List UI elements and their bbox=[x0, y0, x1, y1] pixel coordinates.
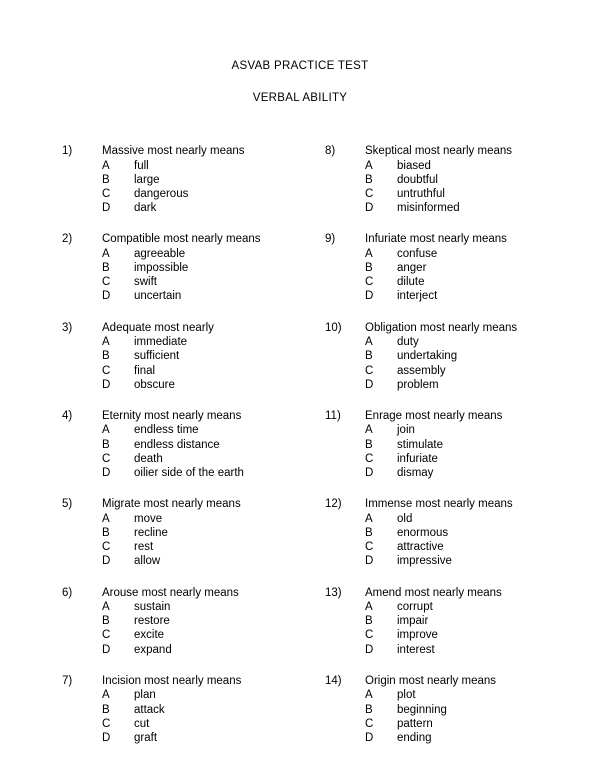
answer-choice[interactable] bbox=[365, 364, 560, 378]
answer-choice[interactable] bbox=[102, 159, 311, 173]
answer-choice[interactable] bbox=[102, 289, 311, 303]
choice-text: endless distance bbox=[134, 438, 220, 451]
choice-letter: A bbox=[365, 601, 373, 614]
answer-choice[interactable] bbox=[102, 201, 311, 215]
choice-text: old bbox=[397, 512, 413, 525]
answer-choice[interactable] bbox=[365, 349, 560, 363]
answer-choice[interactable] bbox=[102, 540, 311, 554]
choice-letter: B bbox=[365, 262, 373, 275]
question-item bbox=[325, 497, 560, 568]
question-body bbox=[102, 586, 311, 657]
question-item bbox=[325, 144, 560, 215]
question-number: 3) bbox=[62, 321, 73, 334]
choice-letter: C bbox=[102, 452, 111, 465]
question-body bbox=[365, 144, 560, 215]
choice-text: restore bbox=[134, 615, 170, 628]
question-number: 12) bbox=[325, 498, 342, 511]
question-stem: Amend most nearly means bbox=[365, 586, 502, 599]
answer-choice[interactable] bbox=[365, 261, 560, 275]
choice-letter: B bbox=[365, 615, 373, 628]
question-stem: Arouse most nearly means bbox=[102, 586, 239, 599]
choice-text: dark bbox=[134, 202, 157, 215]
choice-text: join bbox=[397, 424, 415, 437]
choice-letter: C bbox=[365, 276, 374, 289]
choice-text: attack bbox=[134, 703, 165, 716]
question-body bbox=[365, 409, 560, 480]
choice-text: problem bbox=[397, 378, 439, 391]
question-item bbox=[325, 586, 560, 657]
choice-letter: D bbox=[102, 378, 111, 391]
answer-choice[interactable] bbox=[102, 349, 311, 363]
question-number: 11) bbox=[325, 409, 341, 422]
choice-text: allow bbox=[134, 555, 161, 568]
answer-choice[interactable] bbox=[102, 614, 311, 628]
page-title: ASVAB PRACTICE TEST bbox=[231, 60, 369, 72]
answer-choice[interactable] bbox=[365, 452, 560, 466]
choice-letter: D bbox=[102, 467, 111, 480]
choice-text: assembly bbox=[397, 364, 446, 377]
choice-text: pattern bbox=[397, 717, 433, 730]
question-stem: Migrate most nearly means bbox=[102, 498, 241, 511]
choice-text: dilute bbox=[397, 276, 425, 289]
choice-letter: A bbox=[102, 689, 110, 702]
answer-choice[interactable] bbox=[102, 526, 311, 540]
answer-choice[interactable] bbox=[365, 628, 560, 642]
question-number: 14) bbox=[325, 674, 342, 687]
choice-letter: A bbox=[365, 424, 373, 437]
question-number: 9) bbox=[325, 233, 336, 246]
choice-text: dangerous bbox=[134, 187, 189, 200]
choice-letter: C bbox=[365, 717, 374, 730]
choice-text: biased bbox=[397, 159, 431, 172]
answer-choice[interactable] bbox=[365, 731, 560, 745]
choice-text: doubtful bbox=[397, 173, 438, 186]
choice-letter: B bbox=[102, 615, 110, 628]
answer-choice[interactable] bbox=[365, 159, 560, 173]
question-item bbox=[325, 321, 560, 392]
question-number: 6) bbox=[62, 586, 73, 599]
answer-choice[interactable] bbox=[365, 289, 560, 303]
answer-choice[interactable] bbox=[365, 247, 560, 261]
question-body bbox=[365, 232, 560, 303]
question-stem: Infuriate most nearly means bbox=[365, 233, 507, 246]
answer-choice[interactable] bbox=[102, 688, 311, 702]
question-number: 2) bbox=[62, 233, 73, 246]
choice-text: agreeable bbox=[134, 247, 186, 260]
question-number: 5) bbox=[62, 498, 73, 511]
choice-letter: C bbox=[365, 452, 374, 465]
answer-choice[interactable] bbox=[365, 512, 560, 526]
question-item bbox=[62, 409, 311, 480]
answer-choice[interactable] bbox=[365, 201, 560, 215]
choice-text: enormous bbox=[397, 526, 449, 539]
choice-text: corrupt bbox=[397, 601, 433, 614]
questions-columns bbox=[40, 144, 560, 762]
choice-letter: B bbox=[365, 703, 373, 716]
question-body bbox=[102, 497, 311, 568]
choice-letter: C bbox=[102, 187, 111, 200]
questions-column-right bbox=[311, 144, 560, 762]
question-body bbox=[365, 497, 560, 568]
choice-text: full bbox=[134, 159, 149, 172]
choice-letter: A bbox=[102, 336, 110, 349]
question-item bbox=[62, 321, 311, 392]
choice-text: untruthful bbox=[397, 187, 445, 200]
choice-letter: A bbox=[102, 512, 110, 525]
answer-choice[interactable] bbox=[102, 261, 311, 275]
question-number: 4) bbox=[62, 409, 73, 422]
choice-text: impressive bbox=[397, 555, 452, 568]
choice-text: anger bbox=[397, 262, 427, 275]
question-stem: Origin most nearly means bbox=[365, 674, 497, 687]
choice-text: death bbox=[134, 452, 163, 465]
answer-choice[interactable] bbox=[365, 600, 560, 614]
choice-letter: B bbox=[365, 526, 373, 539]
answer-choice[interactable] bbox=[365, 378, 560, 392]
choice-letter: C bbox=[102, 629, 111, 642]
choice-text: recline bbox=[134, 526, 168, 539]
answer-choice[interactable] bbox=[102, 335, 311, 349]
question-body bbox=[365, 321, 560, 392]
choice-text: uncertain bbox=[134, 290, 182, 303]
question-number: 7) bbox=[62, 674, 73, 687]
answer-choice[interactable] bbox=[365, 643, 560, 657]
question-stem: Incision most nearly means bbox=[102, 674, 242, 687]
answer-choice[interactable] bbox=[365, 187, 560, 201]
choice-letter: B bbox=[102, 438, 110, 451]
choice-text: obscure bbox=[134, 378, 175, 391]
question-stem: Adequate most nearly bbox=[102, 321, 214, 334]
choice-letter: C bbox=[102, 541, 111, 554]
answer-choice[interactable] bbox=[102, 187, 311, 201]
choice-text: infuriate bbox=[397, 452, 438, 465]
choice-letter: A bbox=[365, 689, 373, 702]
choice-text: stimulate bbox=[397, 438, 444, 451]
choice-letter: A bbox=[102, 247, 110, 260]
choice-letter: D bbox=[102, 290, 111, 303]
answer-choice[interactable] bbox=[365, 423, 560, 437]
choice-letter: D bbox=[365, 202, 374, 215]
question-item bbox=[62, 232, 311, 303]
answer-choice[interactable] bbox=[102, 731, 311, 745]
answer-choice[interactable] bbox=[365, 703, 560, 717]
answer-choice[interactable] bbox=[102, 378, 311, 392]
choice-text: impossible bbox=[134, 262, 189, 275]
question-item bbox=[62, 674, 311, 745]
choice-text: large bbox=[134, 173, 160, 186]
choice-letter: B bbox=[102, 703, 110, 716]
question-item bbox=[62, 144, 311, 215]
question-body bbox=[102, 144, 311, 215]
choice-text: ending bbox=[397, 731, 432, 744]
question-item bbox=[62, 497, 311, 568]
choice-letter: D bbox=[365, 378, 374, 391]
choice-letter: C bbox=[365, 629, 374, 642]
choice-letter: B bbox=[102, 350, 110, 363]
question-stem: Compatible most nearly means bbox=[102, 233, 261, 246]
question-stem: Obligation most nearly means bbox=[365, 321, 518, 334]
answer-choice[interactable] bbox=[365, 554, 560, 568]
answer-choice[interactable] bbox=[365, 540, 560, 554]
question-stem: Enrage most nearly means bbox=[365, 409, 503, 422]
answer-choice[interactable] bbox=[102, 600, 311, 614]
choice-letter: A bbox=[102, 159, 110, 172]
choice-letter: D bbox=[365, 555, 374, 568]
answer-choice[interactable] bbox=[365, 275, 560, 289]
choice-text: swift bbox=[134, 276, 157, 289]
choice-letter: D bbox=[102, 731, 111, 744]
question-body bbox=[102, 321, 311, 392]
choice-text: immediate bbox=[134, 336, 188, 349]
choice-text: impair bbox=[397, 615, 429, 628]
choice-letter: B bbox=[365, 438, 373, 451]
choice-text: confuse bbox=[397, 247, 438, 260]
question-body bbox=[102, 409, 311, 480]
choice-letter: C bbox=[102, 364, 111, 377]
choice-letter: D bbox=[365, 467, 374, 480]
choice-letter: B bbox=[365, 173, 373, 186]
answer-choice[interactable] bbox=[102, 275, 311, 289]
choice-text: excite bbox=[134, 629, 165, 642]
question-number: 8) bbox=[325, 145, 336, 157]
choice-letter: D bbox=[102, 555, 111, 568]
choice-letter: A bbox=[102, 424, 110, 437]
answer-choice[interactable] bbox=[365, 717, 560, 731]
answer-choice[interactable] bbox=[365, 688, 560, 702]
choice-letter: D bbox=[365, 731, 374, 744]
choice-letter: D bbox=[365, 290, 374, 303]
answer-choice[interactable] bbox=[365, 335, 560, 349]
answer-choice[interactable] bbox=[102, 643, 311, 657]
question-body bbox=[365, 674, 560, 745]
answer-choice[interactable] bbox=[102, 438, 311, 452]
choice-text: interest bbox=[397, 643, 435, 656]
choice-letter: C bbox=[365, 364, 374, 377]
choice-text: improve bbox=[397, 629, 438, 642]
choice-text: plot bbox=[397, 689, 416, 702]
choice-text: plan bbox=[134, 689, 156, 702]
answer-choice[interactable] bbox=[365, 466, 560, 480]
question-body bbox=[102, 232, 311, 303]
question-stem: Eternity most nearly means bbox=[102, 409, 242, 422]
choice-text: interject bbox=[397, 290, 438, 303]
choice-letter: C bbox=[365, 187, 374, 200]
answer-choice[interactable] bbox=[102, 466, 311, 480]
choice-text: dismay bbox=[397, 467, 434, 480]
choice-text: oilier side of the earth bbox=[134, 467, 244, 480]
choice-letter: B bbox=[365, 350, 373, 363]
question-item bbox=[325, 409, 560, 480]
question-number: 13) bbox=[325, 586, 342, 599]
answer-choice[interactable] bbox=[365, 173, 560, 187]
answer-choice[interactable] bbox=[365, 526, 560, 540]
answer-choice[interactable] bbox=[102, 512, 311, 526]
choice-letter: D bbox=[102, 202, 111, 215]
choice-letter: B bbox=[102, 173, 110, 186]
choice-letter: A bbox=[365, 159, 373, 172]
question-stem: Skeptical most nearly means bbox=[365, 145, 513, 157]
answer-choice[interactable] bbox=[102, 452, 311, 466]
choice-text: undertaking bbox=[397, 350, 458, 363]
choice-letter: A bbox=[365, 336, 373, 349]
choice-text: expand bbox=[134, 643, 172, 656]
choice-text: endless time bbox=[134, 424, 199, 437]
answer-choice[interactable] bbox=[102, 364, 311, 378]
answer-choice[interactable] bbox=[365, 614, 560, 628]
question-item bbox=[62, 586, 311, 657]
question-body bbox=[365, 586, 560, 657]
choice-text: final bbox=[134, 364, 156, 377]
choice-text: cut bbox=[134, 717, 150, 730]
answer-choice[interactable] bbox=[102, 554, 311, 568]
choice-letter: A bbox=[365, 512, 373, 525]
choice-letter: C bbox=[102, 717, 111, 730]
answer-choice[interactable] bbox=[102, 703, 311, 717]
choice-letter: B bbox=[102, 526, 110, 539]
choice-text: rest bbox=[134, 541, 154, 554]
answer-choice[interactable] bbox=[365, 438, 560, 452]
answer-choice[interactable] bbox=[102, 628, 311, 642]
choice-letter: D bbox=[102, 643, 111, 656]
choice-letter: A bbox=[365, 247, 373, 260]
answer-choice[interactable] bbox=[102, 247, 311, 261]
answer-choice[interactable] bbox=[102, 173, 311, 187]
question-stem: Massive most nearly means bbox=[102, 145, 245, 157]
questions-column-left bbox=[62, 144, 311, 762]
question-number: 10) bbox=[325, 321, 342, 334]
choice-text: misinformed bbox=[397, 202, 460, 215]
choice-text: move bbox=[134, 512, 163, 525]
choice-letter: A bbox=[102, 601, 110, 614]
question-item bbox=[325, 232, 560, 303]
choice-text: sufficient bbox=[134, 350, 180, 363]
question-item bbox=[325, 674, 560, 745]
page-subtitle: VERBAL ABILITY bbox=[252, 92, 348, 104]
choice-text: beginning bbox=[397, 703, 447, 716]
choice-letter: B bbox=[102, 262, 110, 275]
question-body bbox=[102, 674, 311, 745]
choice-letter: C bbox=[365, 541, 374, 554]
question-stem: Immense most nearly means bbox=[365, 498, 513, 511]
choice-letter: C bbox=[102, 276, 111, 289]
choice-text: graft bbox=[134, 731, 158, 744]
choice-text: attractive bbox=[397, 541, 444, 554]
choice-letter: D bbox=[365, 643, 374, 656]
answer-choice[interactable] bbox=[102, 423, 311, 437]
choice-text: duty bbox=[397, 336, 419, 349]
choice-text: sustain bbox=[134, 601, 171, 614]
question-number: 1) bbox=[62, 145, 73, 157]
answer-choice[interactable] bbox=[102, 717, 311, 731]
